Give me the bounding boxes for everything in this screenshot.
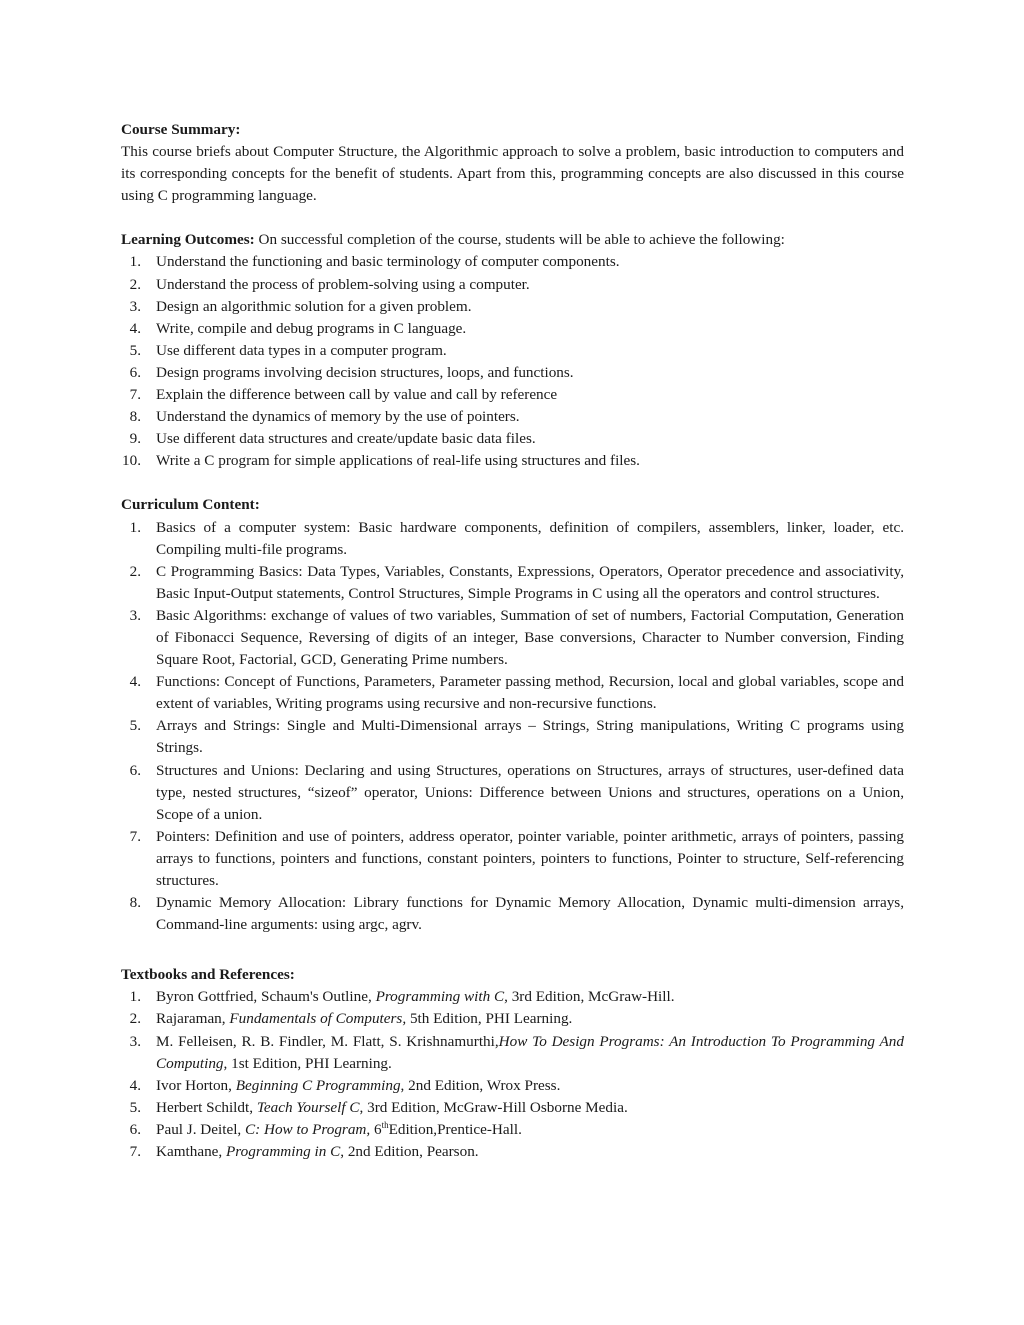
list-number: 1. — [129, 988, 141, 1006]
list-text: Structures and Unions: Declaring and using Structures, operations on Structures, arrays of structures, user-defined data type, nested structures, “sizeof” operator, Unions: Difference between Unions and structures, operations on a Union, Scope of a union. — [156, 761, 904, 823]
spacer — [121, 207, 904, 229]
reference-item — [121, 1119, 904, 1141]
reference-details: Edition,Prentice-Hall. — [388, 1120, 522, 1138]
list-item — [121, 318, 904, 340]
references-section — [121, 964, 904, 1163]
curriculum-section — [121, 494, 904, 936]
list-text: Basic Algorithms: exchange of values of two variables, Summation of set of numbers, Factorial Computation, Generation of Fibonacci Sequence, Reversing of digits of an integer, Base conversions, Character to Number conversion, Finding Square Root, Factorial, GCD, Generating Prime numbers. — [156, 606, 904, 669]
list-text: Explain the difference between call by value and call by reference — [156, 386, 558, 404]
list-number: 8. — [129, 894, 141, 912]
list-item — [121, 251, 904, 273]
reference-author: Byron Gottfried, Schaum's Outline, — [156, 988, 376, 1006]
reference-author: Paul J. Deitel, — [156, 1120, 246, 1138]
list-number: 1. — [129, 518, 141, 536]
course-summary-section — [121, 119, 904, 207]
document-page — [121, 119, 904, 1163]
list-text: Understand the process of problem-solving using a computer. — [156, 275, 530, 293]
list-item — [121, 826, 904, 892]
learning-outcomes-section — [121, 229, 904, 472]
list-number: 7. — [129, 386, 141, 404]
list-text: Functions: Concept of Functions, Parameters, Parameter passing method, Recursion, local and global variables, scope and extent of variables, Writing programs using recursive and non-recursive functions. — [156, 673, 904, 713]
list-number: 5. — [129, 717, 141, 735]
learning-outcomes-intro-line — [121, 229, 904, 251]
reference-title: Beginning C Programming — [235, 1076, 401, 1094]
list-item — [121, 760, 904, 826]
reference-item — [121, 1075, 904, 1097]
list-text: Pointers: Definition and use of pointers, address operator, pointer variable, pointer arithmetic, arrays of pointers, passing arrays to functions, pointers and functions, constant pointers, pointers to functions, Pointer to structure, Self-referencing structures. — [156, 827, 904, 889]
list-number: 10. — [122, 452, 141, 470]
course-summary-text: This course briefs about Computer Structure, the Algorithmic approach to solve a problem, basic introduction to computers and its corresponding concepts for the benefit of students. Apart from this, programming concepts are also discussed in this course using C programming language. — [121, 143, 904, 205]
list-number: 2. — [129, 562, 141, 580]
list-number: 5. — [129, 341, 141, 359]
reference-author: Herbert Schildt, — [156, 1098, 257, 1116]
list-item — [121, 340, 904, 362]
reference-title: Fundamentals of Computers, — [229, 1010, 407, 1028]
list-text: C Programming Basics: Data Types, Variables, Constants, Expressions, Operators, Operator precedence and associativity, Basic Input-Output statements, Control Structures, Simple Programs in C using all the operators and control structures. — [156, 562, 904, 602]
learning-outcomes-intro: On successful completion of the course, students will be able to achieve the following: — [254, 231, 785, 249]
list-text: Understand the dynamics of memory by the use of pointers. — [156, 408, 520, 426]
reference-item — [121, 1141, 904, 1163]
learning-outcomes-list — [121, 251, 904, 472]
reference-item — [121, 1008, 904, 1030]
reference-edition-number: 6 — [370, 1120, 382, 1138]
reference-details: , 2nd Edition, Wrox Press. — [400, 1076, 561, 1094]
list-number: 4. — [129, 1076, 141, 1094]
list-number: 4. — [129, 319, 141, 337]
curriculum-list — [121, 517, 904, 937]
list-text: Design an algorithmic solution for a given problem. — [156, 297, 472, 315]
list-item — [121, 671, 904, 715]
reference-details: 5th Edition, PHI Learning. — [406, 1010, 573, 1028]
reference-author: Rajaraman, — [156, 1010, 230, 1028]
spacer — [121, 936, 904, 964]
list-number: 9. — [129, 430, 141, 448]
list-number: 5. — [129, 1098, 141, 1116]
list-text: Design programs involving decision structures, loops, and functions. — [156, 363, 574, 381]
list-number: 6. — [129, 363, 141, 381]
list-number: 7. — [129, 1143, 141, 1161]
reference-title: Programming with C — [375, 988, 505, 1006]
list-item — [121, 715, 904, 759]
course-summary-heading: Course Summary: — [121, 121, 241, 138]
list-number: 8. — [129, 408, 141, 426]
reference-author: Kamthane, — [156, 1143, 227, 1161]
list-number: 4. — [129, 673, 141, 691]
reference-title: Teach Yourself C — [256, 1098, 360, 1116]
learning-outcomes-heading: Learning Outcomes: — [121, 231, 255, 249]
reference-details: , 3rd Edition, McGraw-Hill. — [504, 988, 675, 1006]
references-list — [121, 986, 904, 1163]
references-heading: Textbooks and References: — [121, 966, 295, 984]
list-text: Write a C program for simple applications of real-life using structures and files. — [156, 452, 640, 470]
list-number: 3. — [129, 297, 141, 315]
list-text: Understand the functioning and basic terminology of computer components. — [156, 253, 620, 271]
list-number: 7. — [129, 827, 141, 845]
reference-author: M. Felleisen, R. B. Findler, M. Flatt, S. Krishnamurthi, — [156, 1032, 499, 1050]
list-item — [121, 296, 904, 318]
list-text: Basics of a computer system: Basic hardware components, definition of compilers, assemblers, linker, loader, etc. Compiling multi-file programs. — [156, 518, 904, 558]
reference-author: Ivor Horton, — [156, 1076, 236, 1094]
list-number: 2. — [129, 1010, 141, 1028]
reference-title: Programming in C — [226, 1143, 341, 1161]
list-item — [121, 517, 904, 561]
curriculum-heading: Curriculum Content: — [121, 496, 260, 514]
list-item — [121, 406, 904, 428]
reference-item — [121, 1097, 904, 1119]
reference-details: , 2nd Edition, Pearson. — [340, 1143, 479, 1161]
list-item — [121, 384, 904, 406]
reference-title: C: How to Program, — [245, 1120, 371, 1138]
reference-title: How To Design Programs: An Introduction To Programming And Computing — [156, 1032, 904, 1072]
reference-details: , 1st Edition, PHI Learning. — [223, 1054, 392, 1072]
list-item — [121, 561, 904, 605]
reference-item — [121, 986, 904, 1008]
list-item — [121, 450, 904, 472]
list-text: Use different data structures and create/update basic data files. — [156, 430, 536, 448]
list-number: 1. — [129, 253, 141, 271]
list-number: 6. — [129, 761, 141, 779]
list-item — [121, 605, 904, 671]
reference-edition-suffix: th — [381, 1119, 389, 1130]
list-text: Write, compile and debug programs in C language. — [156, 319, 467, 337]
reference-details: , 3rd Edition, McGraw-Hill Osborne Media. — [359, 1098, 628, 1116]
list-item — [121, 362, 904, 384]
list-item — [121, 892, 904, 936]
list-text: Arrays and Strings: Single and Multi-Dimensional arrays – Strings, String manipulations, Writing C programs using Strings. — [156, 717, 904, 757]
list-number: 3. — [129, 606, 141, 624]
list-text: Dynamic Memory Allocation: Library functions for Dynamic Memory Allocation, Dynamic multi-dimension arrays, Command-line arguments: using argc, agrv. — [156, 894, 904, 934]
list-number: 6. — [129, 1120, 141, 1138]
list-number: 2. — [129, 275, 141, 293]
list-item — [121, 274, 904, 296]
list-number: 3. — [129, 1032, 141, 1050]
list-item — [121, 428, 904, 450]
reference-item — [121, 1031, 904, 1075]
spacer — [121, 472, 904, 494]
list-text: Use different data types in a computer program. — [156, 341, 447, 359]
